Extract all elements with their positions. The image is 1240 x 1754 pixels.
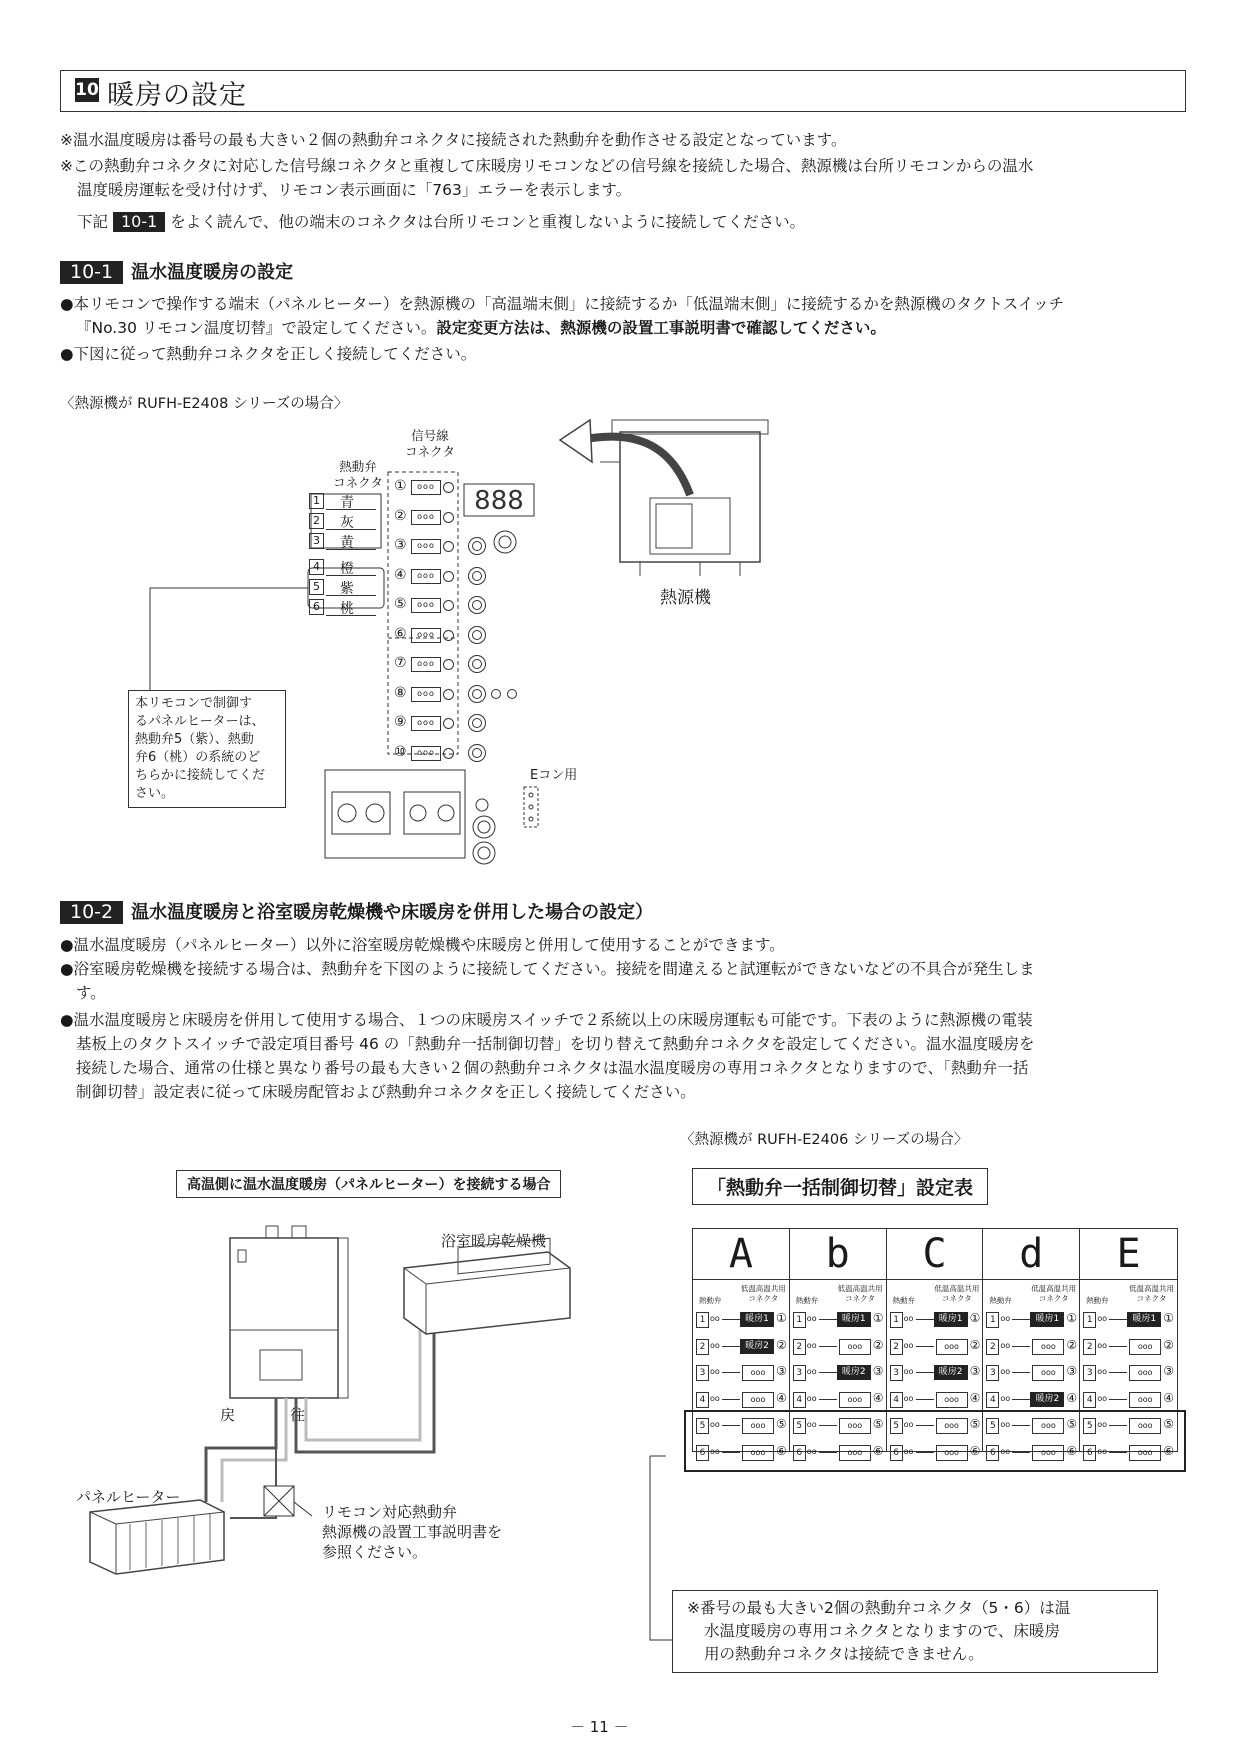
section-number: 10 [75, 80, 99, 100]
valve-number: 3 [309, 533, 324, 549]
row-valve-number: 2 [890, 1339, 903, 1355]
row-valve-number: 2 [1083, 1339, 1096, 1355]
signal-connector: ooo [411, 687, 441, 702]
table-row: 5 oo ooo ⑤ [793, 1417, 885, 1435]
table-row: 3 oo ooo ③ [986, 1364, 1078, 1382]
signal-connector: ooo [411, 657, 441, 672]
row-valve-number: 2 [696, 1339, 709, 1355]
heat-source-label: 熱源機 [660, 588, 711, 608]
table-row: 4 oo ooo ④ [890, 1391, 982, 1409]
row-valve-number: 4 [986, 1392, 999, 1408]
heat-badge: 暖房1 [837, 1312, 871, 1327]
mode-label: A [693, 1229, 789, 1280]
signal-number: ⑩ [394, 743, 407, 760]
mode-label: b [790, 1229, 886, 1280]
row-connector-number: ② [1163, 1337, 1174, 1352]
row-connector-number: ① [872, 1311, 884, 1325]
row-valve-number: 1 [793, 1312, 806, 1328]
row-connector-number: ① [1163, 1311, 1174, 1325]
table-row: 2 oo 暖房2 ② [696, 1338, 788, 1356]
row-valve-number: 4 [696, 1392, 709, 1408]
sub2-caption: 〈熱源機が RUFH-E2406 シリーズの場合〉 [680, 1132, 969, 1148]
row-valve-number: 3 [986, 1365, 999, 1381]
table-row: 6 oo ooo ⑥ [986, 1444, 1078, 1462]
sub2-bullet-2-cont: す。 [76, 984, 106, 1002]
sub2-bullet-1: ●温水温度暖房（パネルヒーター）以外に浴室暖房乾燥機や床暖房と併用して使用することができます。 [60, 936, 785, 954]
valve-color-label: 紫 [340, 581, 354, 597]
row-valve-number: 5 [986, 1418, 999, 1434]
sub2-bullet-3-cont-1: 基板上のタクトスイッチで設定項目番号 46 の「熱動弁一括制御切替」を切り替えて熱動弁コネクタを設定してください。温水温度暖房を [76, 1035, 1035, 1053]
row-valve-number: 5 [890, 1418, 903, 1434]
signal-number: ⑥ [394, 625, 407, 642]
row-valve-number: 6 [696, 1445, 709, 1461]
signal-number: ① [394, 478, 407, 494]
valve-number: 2 [309, 513, 324, 529]
col-valve-label: 熱動弁 [795, 1296, 819, 1305]
row-valve-number: 6 [986, 1445, 999, 1461]
signal-number: ⑧ [394, 684, 407, 701]
row-connector-number: ④ [1163, 1390, 1174, 1405]
row-connector-number: ② [969, 1337, 981, 1352]
signal-number: ④ [394, 566, 407, 583]
row-connector-number: ⑥ [1163, 1443, 1174, 1458]
signal-number: ③ [394, 537, 407, 553]
table-row: 2 oo ooo ② [986, 1338, 1078, 1356]
row-valve-number: 4 [793, 1392, 806, 1408]
table-row: 2 oo ooo ② [793, 1338, 885, 1356]
row-valve-number: 3 [793, 1365, 806, 1381]
panel-heater-label: パネルヒーター [76, 1488, 181, 1506]
col-valve-label: 熱動弁 [892, 1296, 916, 1305]
signal-connector-label: 信号線 コネクタ [405, 428, 455, 459]
col-conn-label: 低温高温共用 コネクタ [1031, 1284, 1077, 1303]
valve-number: 6 [309, 599, 324, 615]
signal-number: ⑨ [394, 714, 407, 730]
return-label: 戻 [220, 1406, 236, 1424]
signal-connector: ooo [411, 569, 441, 584]
table-footnote: ※番号の最も大きい2個の熱動弁コネクタ（5・6）は温 水温度暖房の専用コネクタとなりますので、床暖房 用の熱動弁コネクタは接続できません。 [672, 1590, 1158, 1673]
valve-connector-label: 熱動弁 コネクタ [333, 459, 383, 490]
row-valve-number: 5 [1083, 1418, 1096, 1434]
table-row: 3 oo 暖房2 ③ [890, 1364, 982, 1382]
sub2-bullet-3-cont-3: 制御切替」設定表に従って床暖房配管および熱動弁コネクタを正しく接続してください。 [76, 1083, 696, 1101]
sub1-bullet-1-normal: 『No.30 リモコン温度切替』で設定してください。 [76, 319, 437, 337]
row-valve-number: 1 [890, 1312, 903, 1328]
row-valve-number: 5 [793, 1418, 806, 1434]
sub1-bullet-2: ●下図に従って熱動弁コネクタを正しく接続してください。 [60, 345, 477, 363]
row-valve-number: 1 [1083, 1312, 1096, 1328]
row-connector-number: ⑥ [969, 1443, 981, 1458]
valve-number: 5 [309, 579, 324, 595]
row-connector-number: ⑤ [1066, 1417, 1078, 1431]
table-row: 1 oo 暖房1 ① [793, 1311, 885, 1329]
row-connector-number: ⑥ [872, 1443, 884, 1458]
row-connector-number: ⑤ [872, 1417, 884, 1431]
row-valve-number: 2 [986, 1339, 999, 1355]
table-row: 5 oo ooo ⑤ [986, 1417, 1078, 1435]
valve-number: 1 [309, 493, 324, 509]
row-valve-number: 3 [890, 1365, 903, 1381]
signal-number: ⑤ [394, 596, 407, 612]
heat-badge: 暖房2 [740, 1339, 774, 1354]
table-row: 3 oo ooo ③ [1083, 1364, 1175, 1382]
sub2-title: 温水温度暖房と浴室暖房乾燥機や床暖房を併用した場合の設定） [131, 902, 654, 923]
signal-connector: ooo [411, 539, 441, 554]
signal-number: ⑦ [394, 655, 407, 671]
valve-color-label: 黄 [340, 535, 354, 551]
heat-badge: 暖房2 [837, 1365, 871, 1380]
row-connector-number: ④ [969, 1390, 981, 1405]
table-row: 3 oo ooo ③ [696, 1364, 788, 1382]
row-valve-number: 3 [696, 1365, 709, 1381]
page-number: － 11 － [570, 1718, 629, 1736]
signal-connector: ooo [411, 598, 441, 613]
signal-number: ② [394, 507, 407, 524]
valve-color-label: 青 [340, 495, 354, 511]
table-row: 1 oo 暖房1 ① [696, 1311, 788, 1329]
section-title: 暖房の設定 [107, 80, 247, 111]
heat-badge: 暖房2 [934, 1365, 968, 1380]
col-conn-label: 低温高温共用 コネクタ [837, 1284, 883, 1303]
col-conn-label: 低温高温共用 コネクタ [1128, 1284, 1174, 1303]
row-valve-number: 4 [1083, 1392, 1096, 1408]
row-connector-number: ⑥ [776, 1443, 787, 1458]
row-connector-number: ① [1066, 1311, 1078, 1325]
row-connector-number: ③ [1163, 1364, 1174, 1378]
valve-color-label: 橙 [340, 561, 354, 577]
row-connector-number: ① [776, 1311, 787, 1325]
valve-note: リモコン対応熱動弁 熱源機の設置工事説明書を 参照ください。 [322, 1503, 503, 1561]
row-connector-number: ④ [1066, 1390, 1078, 1405]
sub1-title: 温水温度暖房の設定 [131, 262, 294, 283]
row-connector-number: ⑤ [776, 1417, 787, 1431]
table-row: 6 oo ooo ⑥ [890, 1444, 982, 1462]
ref-tag[interactable]: 10-1 [113, 212, 165, 232]
row-connector-number: ③ [872, 1364, 884, 1378]
mode-label: d [983, 1229, 1079, 1280]
sub1-caption: 〈熱源機が RUFH-E2408 シリーズの場合〉 [60, 396, 349, 412]
row-valve-number: 6 [1083, 1445, 1096, 1461]
sub2-tag: 10-2 [60, 901, 123, 924]
table-row: 6 oo ooo ⑥ [793, 1444, 885, 1462]
row-connector-number: ⑤ [969, 1417, 981, 1431]
table-row: 2 oo ooo ② [1083, 1338, 1175, 1356]
heat-badge: 暖房2 [1030, 1392, 1064, 1407]
table-row: 1 oo 暖房1 ① [986, 1311, 1078, 1329]
row-connector-number: ④ [872, 1390, 884, 1405]
table-row: 4 oo ooo ④ [793, 1391, 885, 1409]
table-row: 5 oo ooo ⑤ [1083, 1417, 1175, 1435]
heat-badge: 暖房1 [1030, 1312, 1064, 1327]
col-conn-label: 低温高温共用 コネクタ [934, 1284, 980, 1303]
digit-display-text: 888 [474, 486, 524, 516]
col-valve-label: 熱動弁 [989, 1296, 1012, 1305]
supply-label: 往 [290, 1406, 306, 1424]
row-valve-number: 1 [986, 1312, 999, 1328]
table-title: 「熱動弁一括制御切替」設定表 [692, 1168, 988, 1205]
row-connector-number: ④ [776, 1390, 787, 1405]
table-row: 2 oo ooo ② [890, 1338, 982, 1356]
row-connector-number: ② [872, 1337, 884, 1352]
diagram2-title: 高温側に温水温度暖房（パネルヒーター）を接続する場合 [176, 1170, 561, 1198]
table-row: 1 oo 暖房1 ① [1083, 1311, 1175, 1329]
row-connector-number: ① [969, 1311, 981, 1325]
table-row: 4 oo 暖房2 ④ [986, 1391, 1078, 1409]
row-valve-number: 4 [890, 1392, 903, 1408]
valve-color-label: 灰 [340, 515, 354, 531]
table-row: 6 oo ooo ⑥ [696, 1444, 788, 1462]
sub1-bullet-1-bold: 設定変更方法は、熱源機の設置工事説明書で確認してください。 [436, 319, 886, 337]
col-valve-label: 熱動弁 [1086, 1296, 1109, 1305]
col-valve-label: 熱動弁 [699, 1296, 722, 1305]
table-row: 6 oo ooo ⑥ [1083, 1444, 1175, 1462]
sub2-bullet-3-cont-2: 接続した場合、通常の仕様と異なり番号の最も大きい２個の熱動弁コネクタは温水温度暖房の専用コネクタとなりますので、「熱動弁一括 [76, 1059, 1029, 1077]
ref-after: をよく読んで、他の端末のコネクタは台所リモコンと重複しないように接続してください。 [170, 213, 806, 231]
row-valve-number: 1 [696, 1312, 709, 1328]
signal-connector: ooo [411, 746, 441, 761]
sub2-bullet-3: ●温水温度暖房と床暖房を併用して使用する場合、１つの床暖房スイッチで２系統以上の床暖房運転も可能です。下表のように熱源機の電装 [60, 1011, 1033, 1029]
row-connector-number: ② [1066, 1337, 1078, 1352]
heat-badge: 暖房1 [1127, 1312, 1161, 1327]
row-connector-number: ③ [969, 1364, 981, 1378]
note-2-cont: 温度暖房運転を受け付けず、リモコン表示画面に「763」エラーを表示します。 [77, 181, 632, 199]
signal-connector: ooo [411, 628, 441, 643]
valve-number: 4 [309, 559, 324, 575]
col-conn-label: 低温高温共用 コネクタ [740, 1284, 786, 1303]
sub1-bullet-1: ●本リモコンで操作する端末（パネルヒーター）を熱源機の「高温端末側」に接続するか「低温端末側」に接続するかを熱源機のタクトスイッチ [60, 295, 1065, 313]
row-connector-number: ③ [776, 1364, 787, 1378]
heat-badge: 暖房1 [934, 1312, 968, 1327]
row-connector-number: ⑥ [1066, 1443, 1078, 1458]
heat-badge: 暖房1 [740, 1312, 774, 1327]
mode-label: E [1080, 1229, 1177, 1280]
table-row: 3 oo 暖房2 ③ [793, 1364, 885, 1382]
table-row: 1 oo 暖房1 ① [890, 1311, 982, 1329]
row-connector-number: ③ [1066, 1364, 1078, 1378]
row-valve-number: 6 [793, 1445, 806, 1461]
signal-connector: ooo [411, 510, 441, 525]
row-valve-number: 3 [1083, 1365, 1096, 1381]
row-connector-number: ⑤ [1163, 1417, 1174, 1431]
mode-label: C [887, 1229, 983, 1280]
bath-dryer-label: 浴室暖房乾燥機 [441, 1232, 547, 1250]
sub2-bullet-2: ●浴室暖房乾燥機を接続する場合は、熱動弁を下図のように接続してください。接続を間違えると試運転ができないなどの不具合が発生しま [60, 960, 1035, 978]
sub1-tag: 10-1 [60, 261, 123, 284]
signal-connector: ooo [411, 716, 441, 731]
valve-color-label: 桃 [340, 601, 354, 617]
ref-before: 下記 [77, 213, 109, 231]
table-row: 4 oo ooo ④ [696, 1391, 788, 1409]
row-valve-number: 2 [793, 1339, 806, 1355]
table-row: 5 oo ooo ⑤ [890, 1417, 982, 1435]
note-2: ※この熱動弁コネクタに対応した信号線コネクタと重複して床暖房リモコンなどの信号線を接続した場合、熱源機は台所リモコンからの温水 [60, 157, 1034, 175]
table-row: 4 oo ooo ④ [1083, 1391, 1175, 1409]
table-row: 5 oo ooo ⑤ [696, 1417, 788, 1435]
diagram1-note: 本リモコンで制御す るパネルヒーターは、 熱動弁5（紫）、熱動 弁6（桃）の系統のど ちらかに接続してくだ さい。 [128, 690, 286, 808]
row-connector-number: ② [776, 1337, 787, 1352]
signal-connector: ooo [411, 480, 441, 495]
note-1: ※温水温度暖房は番号の最も大きい２個の熱動弁コネクタに接続された熱動弁を動作させる設定となっています。 [60, 131, 847, 149]
row-valve-number: 6 [890, 1445, 903, 1461]
econ-label: Eコン用 [530, 768, 578, 783]
row-valve-number: 5 [696, 1418, 709, 1434]
